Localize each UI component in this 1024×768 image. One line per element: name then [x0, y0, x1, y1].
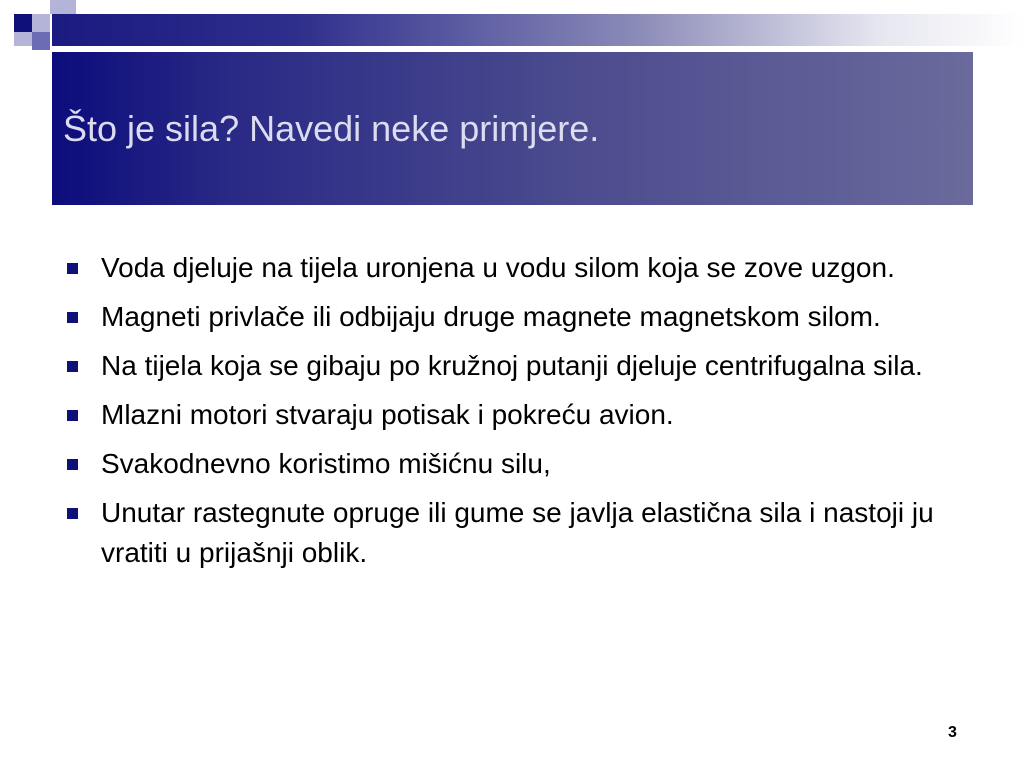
slide-title: Što je sila? Navedi neke primjere.	[63, 108, 600, 149]
list-item	[60, 248, 970, 288]
title-banner	[52, 52, 973, 205]
page-number: 3	[948, 724, 957, 741]
list-item-text: Svakodnevno koristimo mišićnu silu,	[101, 448, 551, 479]
square-bullet-icon	[67, 410, 78, 421]
list-item-text: Magneti privlače ili odbijaju druge magnete magnetskom silom.	[101, 301, 881, 332]
decor-square-icon	[50, 0, 76, 14]
decor-square-icon	[14, 32, 32, 46]
list-item	[60, 395, 970, 435]
decor-square-icon	[32, 32, 50, 50]
square-bullet-icon	[67, 508, 78, 519]
square-bullet-icon	[67, 312, 78, 323]
square-bullet-icon	[67, 361, 78, 372]
list-item	[60, 346, 970, 386]
list-item-text: Voda djeluje na tijela uronjena u vodu silom koja se zove uzgon.	[101, 252, 895, 283]
square-bullet-icon	[67, 459, 78, 470]
header-gradient-strip	[52, 14, 1024, 46]
list-item	[60, 444, 970, 484]
list-item-text: Na tijela koja se gibaju po kružnoj putanji djeluje centrifugalna sila.	[101, 350, 923, 381]
decor-square-icon	[32, 14, 50, 32]
list-item	[60, 297, 970, 337]
list-item-text: Mlazni motori stvaraju potisak i pokreću avion.	[101, 399, 674, 430]
decor-square-icon	[14, 14, 32, 32]
bullet-list	[60, 248, 970, 582]
list-item	[60, 493, 970, 573]
list-item-text: Unutar rastegnute opruge ili gume se javlja elastična sila i nastoji ju vratiti u prijašnji oblik.	[101, 497, 934, 568]
square-bullet-icon	[67, 263, 78, 274]
